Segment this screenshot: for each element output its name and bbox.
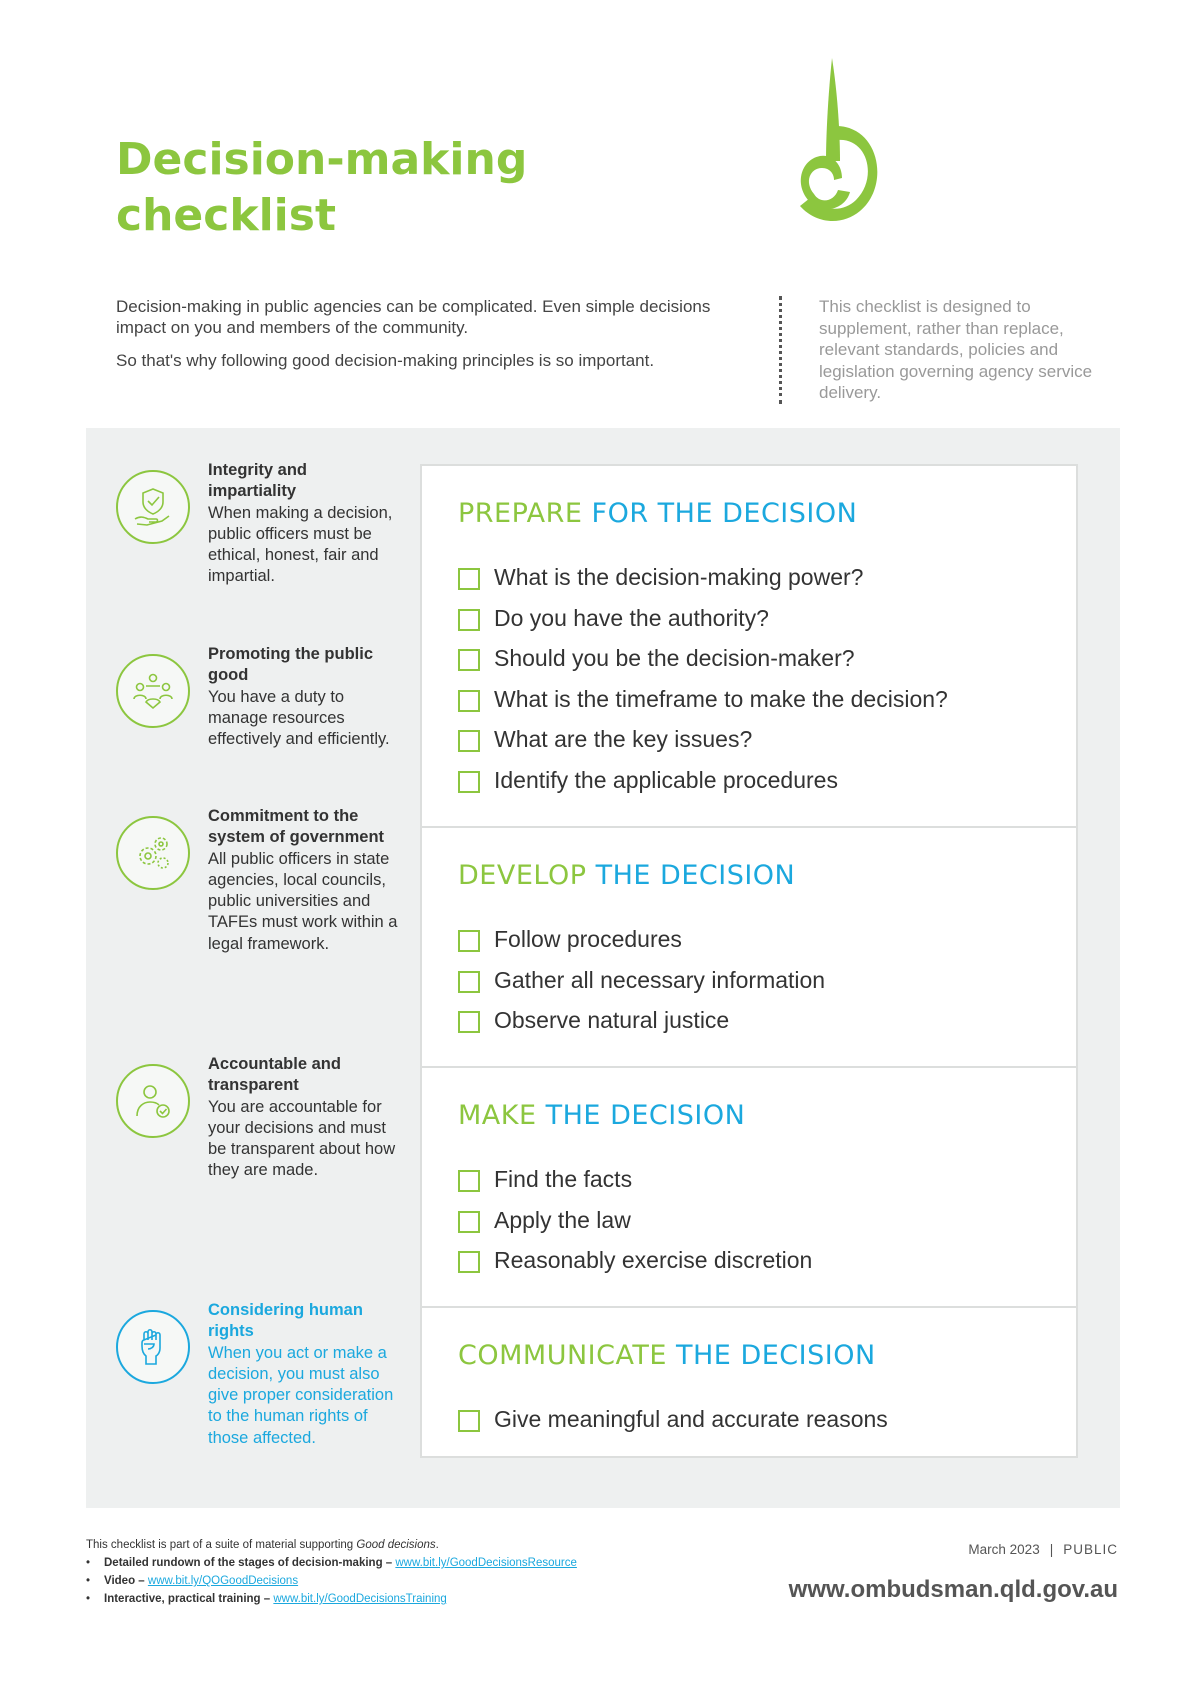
hand-shield-icon [132, 486, 174, 528]
principle-icon-wrapper [116, 1064, 190, 1138]
checklist-item[interactable] [458, 765, 948, 806]
checklist-items [458, 562, 948, 805]
checklist-item-label: Reasonably exercise discretion [494, 1247, 813, 1273]
checkbox[interactable] [458, 568, 480, 590]
principle-icon-wrapper [116, 1310, 190, 1384]
checklist-items [458, 1404, 888, 1445]
training-link[interactable]: www.bit.ly/GoodDecisionsTraining [273, 1593, 447, 1605]
principle-title: Integrity and impartiality [208, 461, 308, 501]
section-heading-rest: THE DECISION [545, 1100, 746, 1131]
principle-title: Commitment to the system of government [208, 807, 385, 847]
checklist-item[interactable] [458, 924, 825, 965]
checklist-item-label: Identify the applicable procedures [494, 766, 838, 793]
gears-icon [132, 832, 174, 874]
intro-paragraph-1: Decision-making in public agencies can be complicated. Even simple decisions impact on you and members of the community. [116, 297, 711, 337]
section-make [422, 1068, 1076, 1308]
person-check-icon [132, 1080, 174, 1122]
section-heading-rest: THE DECISION [676, 1340, 876, 1371]
website-url[interactable]: www.ombudsman.qld.gov.au [788, 1576, 1118, 1603]
section-heading [458, 1340, 876, 1371]
section-heading-rest: THE DECISION [595, 860, 796, 891]
footer-intro-prefix: This checklist is part of a suite of material supporting [86, 1539, 357, 1551]
section-heading-verb: DEVELOP [458, 860, 587, 891]
principle-text: You are accountable for your decisions and must be transparent about how they are made. [208, 1097, 396, 1180]
section-prepare [422, 466, 1076, 828]
section-heading-verb: PREPARE [458, 498, 583, 529]
principle-text: You have a duty to manage resources effectively and efficiently. [208, 687, 390, 749]
checklist-item-label: Follow procedures [494, 926, 682, 952]
checklist-item[interactable] [458, 603, 948, 644]
checkbox[interactable] [458, 1211, 480, 1233]
checklist-item[interactable] [458, 1005, 825, 1046]
checklist-item[interactable] [458, 1164, 812, 1205]
principle-text: When making a decision, public officers must be ethical, honest, fair and impartial. [208, 503, 393, 586]
disclaimer-note: This checklist is designed to supplement, rather than replace, relevant standards, policies and legislation governing agency service delivery. [819, 297, 1093, 402]
checkbox[interactable] [458, 1251, 480, 1273]
footer-dateline [968, 1542, 1118, 1557]
checkbox[interactable] [458, 930, 480, 952]
checklist-item-label: Observe natural justice [494, 1007, 730, 1033]
footer-link-list [86, 1554, 786, 1608]
resource-link[interactable]: www.bit.ly/GoodDecisionsResource [395, 1557, 577, 1569]
footer-resources [86, 1536, 786, 1608]
section-develop [422, 828, 1076, 1068]
video-link[interactable]: www.bit.ly/QOGoodDecisions [147, 1575, 299, 1587]
principle-title: Accountable and transparent [208, 1055, 341, 1095]
principle-title: Promoting the public good [208, 645, 373, 685]
checklist-item[interactable] [458, 1245, 812, 1286]
principle-title: Considering human rights [208, 1301, 363, 1341]
checklist-item-label: Gather all necessary information [494, 966, 826, 993]
footer-intro [86, 1536, 786, 1554]
footer-date: March 2023 [968, 1542, 1040, 1557]
raised-fist-icon [132, 1326, 174, 1368]
checkbox[interactable] [458, 971, 480, 993]
checklist-item-label: Do you have the authority? [494, 604, 769, 631]
section-heading [458, 1100, 745, 1131]
principle-text: When you act or make a decision, you must also give proper consideration to the human rights of those affected. [208, 1343, 394, 1447]
footer-separator: | [1049, 1542, 1054, 1557]
principle-text: All public officers in state agencies, local councils, public universities and TAFEs must work within a legal framework. [208, 849, 398, 953]
checklist-item[interactable] [458, 1404, 888, 1445]
checkbox[interactable] [458, 730, 480, 752]
ombudsman-logo-icon [780, 56, 890, 231]
checklist-item-label: What are the key issues? [494, 726, 753, 752]
checklist-item[interactable] [458, 562, 948, 603]
checklist-items [458, 1164, 812, 1286]
checklist-item[interactable] [458, 965, 825, 1006]
principle-icon-wrapper [116, 654, 190, 728]
title-line-2: checklist [116, 190, 336, 241]
checkbox[interactable] [458, 1011, 480, 1033]
footer-classification: PUBLIC [1063, 1542, 1118, 1557]
checklist-item[interactable] [458, 724, 948, 765]
footer-link-label: Video – [104, 1575, 148, 1587]
footer-intro-suffix: . [435, 1539, 439, 1551]
title-line-1: Decision-making [116, 134, 528, 185]
footer-link-label: Detailed rundown of the stages of decision-making – [104, 1557, 396, 1569]
checkbox[interactable] [458, 1170, 480, 1192]
dotted-divider [779, 296, 782, 404]
intro-text [116, 296, 756, 383]
section-communicate [422, 1308, 1076, 1456]
footer-link-item [86, 1554, 786, 1572]
section-heading [458, 498, 857, 529]
intro-paragraph-2: So that's why following good decision-making principles is so important. [116, 351, 655, 370]
footer-link-label: Interactive, practical training – [104, 1593, 274, 1605]
section-heading [458, 860, 795, 891]
checklist-item-label: Give meaningful and accurate reasons [494, 1406, 888, 1432]
checklist-item-label: What is the decision-making power? [494, 564, 864, 590]
footer-link-item [86, 1590, 786, 1608]
checkbox[interactable] [458, 1410, 480, 1432]
checkbox[interactable] [458, 690, 480, 712]
checklist-item-label: Should you be the decision-maker? [494, 645, 855, 671]
checkbox[interactable] [458, 609, 480, 631]
footer-intro-em: Good decisions [356, 1539, 436, 1551]
section-heading-verb: MAKE [458, 1100, 537, 1131]
checklist-item[interactable] [458, 684, 948, 725]
people-group-icon [132, 670, 174, 712]
checklist-items [458, 924, 825, 1046]
checklist-item-label: Apply the law [494, 1206, 631, 1233]
checkbox[interactable] [458, 649, 480, 671]
principle-icon-wrapper [116, 816, 190, 890]
footer-link-item [86, 1572, 786, 1590]
checklist-item-label: Find the facts [494, 1166, 633, 1192]
checklist-item-label: What is the timeframe to make the decision? [494, 685, 948, 712]
page-title [116, 132, 527, 244]
principle-icon-wrapper [116, 470, 190, 544]
checklist-card [420, 464, 1078, 1458]
checkbox[interactable] [458, 771, 480, 793]
checklist-item[interactable] [458, 1205, 812, 1246]
section-heading-rest: FOR THE DECISION [591, 498, 858, 529]
section-heading-verb: COMMUNICATE [458, 1340, 667, 1371]
checklist-item[interactable] [458, 643, 948, 684]
